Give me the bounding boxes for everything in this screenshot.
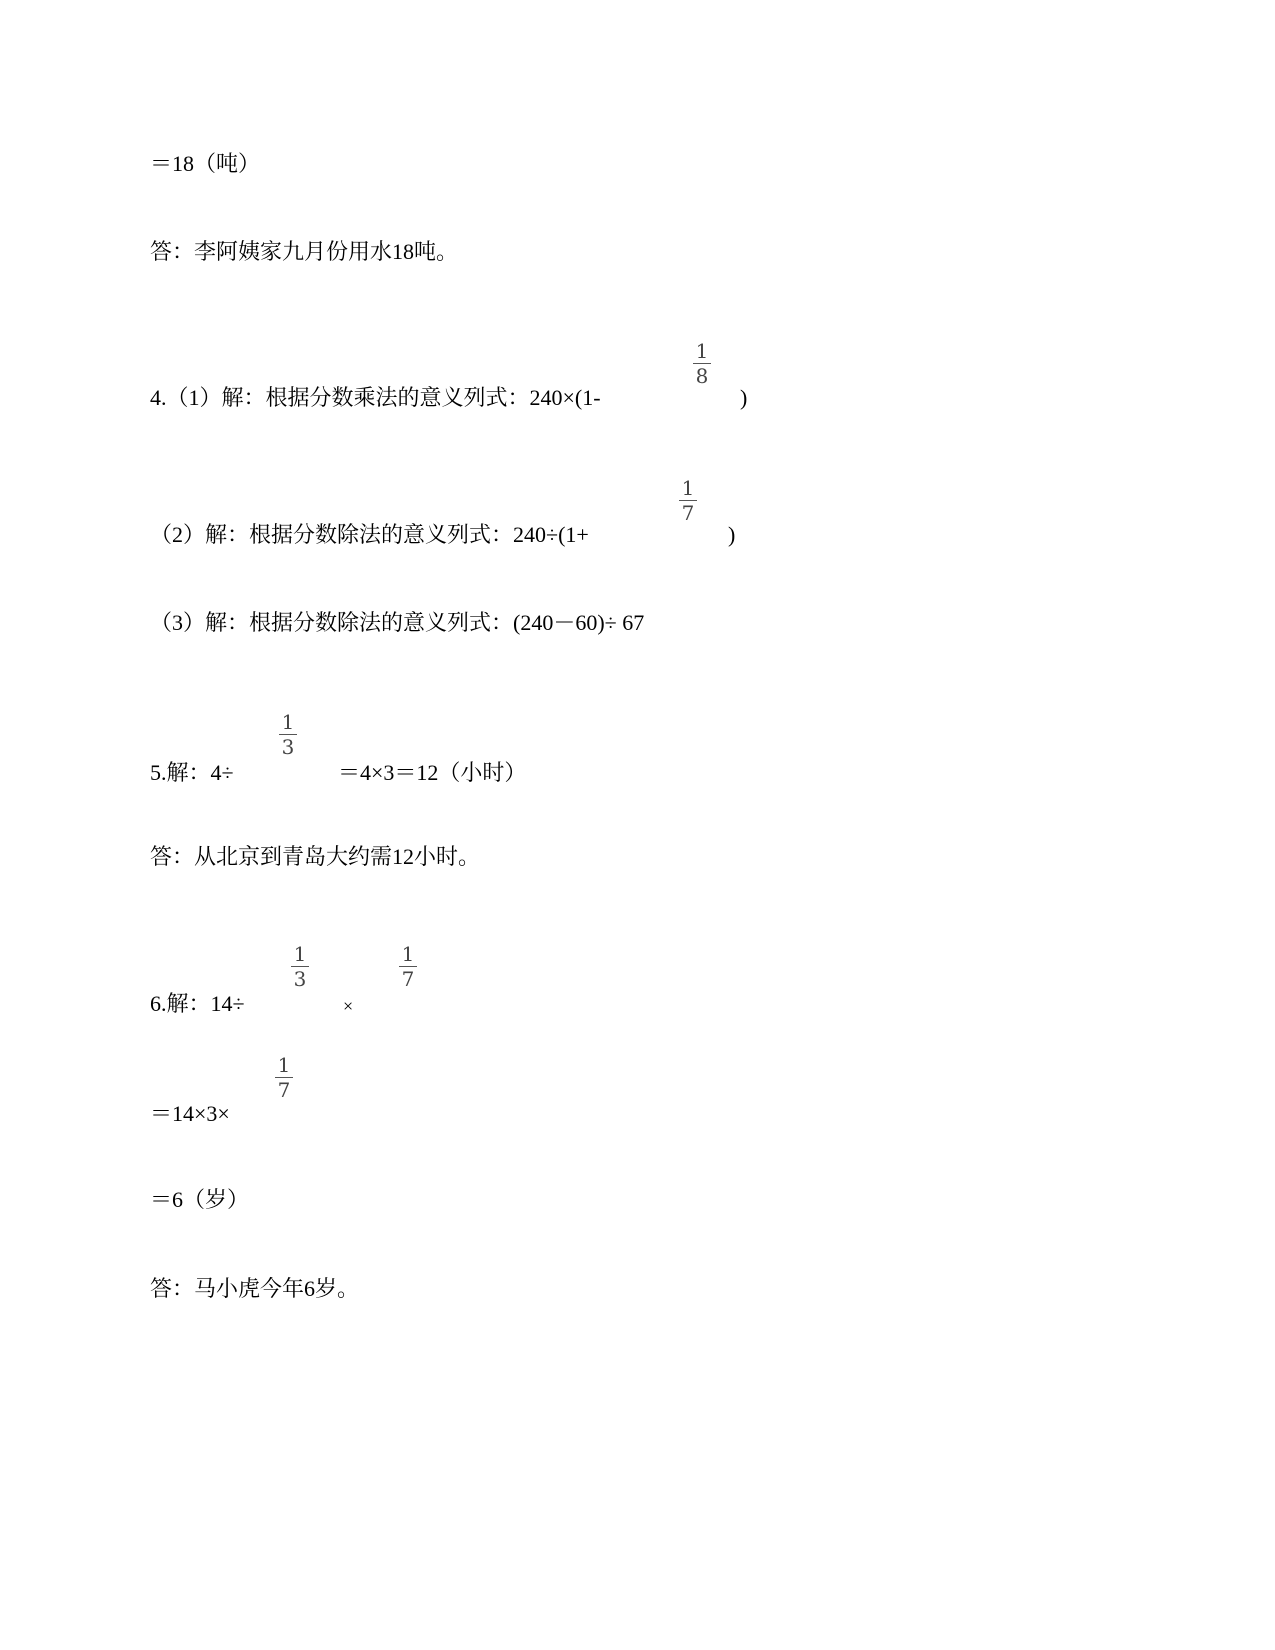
problem-5-result: ＝4×3＝12（小时） xyxy=(338,760,527,785)
problem-4-part-1-close-paren: ) xyxy=(740,385,748,410)
answer-line-water: 答：李阿姨家九月份用水18吨。 xyxy=(150,239,459,264)
result-line-tons: ＝18（吨） xyxy=(150,151,261,176)
fraction-denominator: 7 xyxy=(401,967,415,991)
problem-4-part-3-text: （3）解：根据分数除法的意义列式：(240－60)÷ 67 xyxy=(150,610,645,635)
fraction-numerator: 1 xyxy=(401,942,415,966)
fraction-one-seventh xyxy=(398,943,418,990)
fraction-one-third xyxy=(290,943,310,990)
multiply-sign: × xyxy=(343,996,354,1016)
fraction-one-seventh xyxy=(274,1054,294,1101)
fraction-denominator: 7 xyxy=(277,1078,291,1102)
fraction-one-third xyxy=(278,711,298,758)
fraction-numerator: 1 xyxy=(293,942,307,966)
fraction-denominator: 3 xyxy=(293,967,307,991)
answer-line-hours: 答：从北京到青岛大约需12小时。 xyxy=(150,844,481,869)
problem-4-part-2-close-paren: ) xyxy=(728,522,736,547)
fraction-denominator: 7 xyxy=(681,501,695,525)
fraction-denominator: 8 xyxy=(695,364,709,388)
problem-6-result: ＝6（岁） xyxy=(150,1187,250,1212)
problem-5-text: 5.解：4÷ xyxy=(150,760,234,785)
fraction-numerator: 1 xyxy=(277,1053,291,1077)
fraction-one-seventh xyxy=(678,477,698,524)
fraction-numerator: 1 xyxy=(681,476,695,500)
fraction-one-eighth xyxy=(692,340,712,387)
problem-6-step-2: ＝14×3× xyxy=(150,1101,230,1126)
fraction-numerator: 1 xyxy=(695,339,709,363)
answer-line-age: 答：马小虎今年6岁。 xyxy=(150,1276,360,1301)
problem-4-part-2-text: （2）解：根据分数除法的意义列式：240÷(1+ xyxy=(150,522,589,547)
problem-6-text: 6.解：14÷ xyxy=(150,991,245,1016)
fraction-numerator: 1 xyxy=(281,710,295,734)
problem-4-part-1-text: 4.（1）解：根据分数乘法的意义列式：240×(1- xyxy=(150,385,601,410)
fraction-denominator: 3 xyxy=(281,735,295,759)
